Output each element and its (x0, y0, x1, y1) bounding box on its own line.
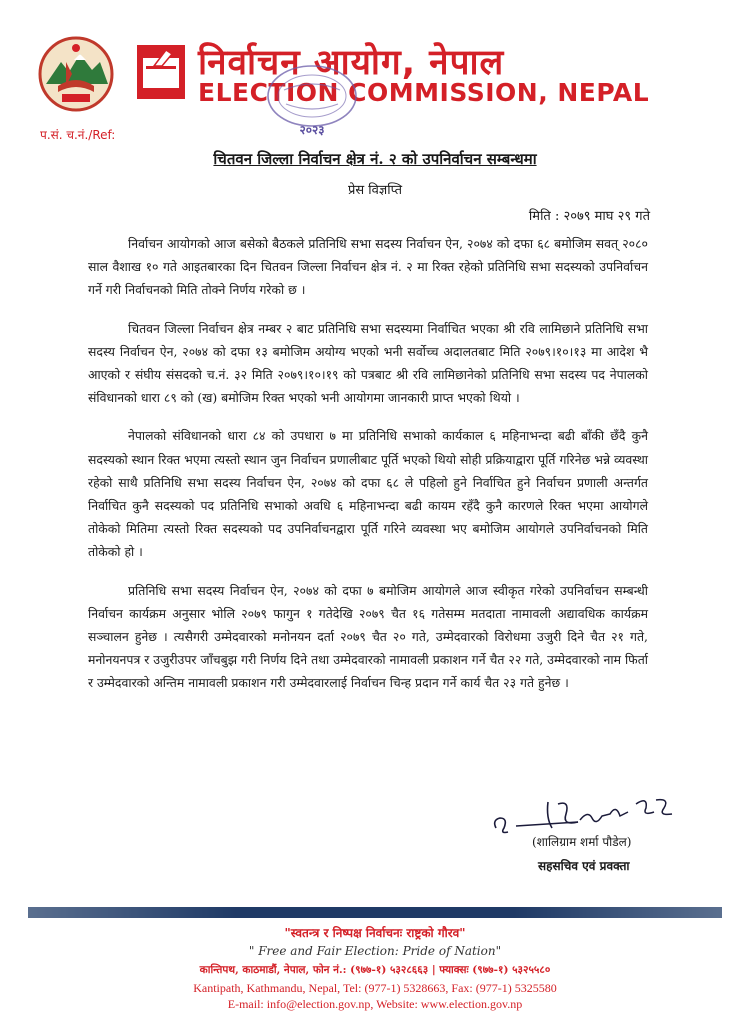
footer-address-nepali: कान्तिपथ, काठमाडौं, नेपाल, फोन नं.: (९७७-१) ५३२८६६३ | फ्याक्सः (९७७-१) ५३२५५८० (199, 964, 551, 976)
footer-band (28, 907, 722, 918)
footer-contact-link[interactable]: E-mail: info@election.gov.np, Website: www.election.gov.np (227, 997, 523, 1011)
ballot-box-logo-icon (136, 44, 186, 100)
commission-stamp-icon (262, 60, 362, 142)
footer-motto-nepali: "स्वतन्त्र र निष्पक्ष निर्वाचनः राष्ट्रको गौरव" (284, 926, 466, 940)
press-release-label: प्रेस विज्ञप्ति (347, 183, 403, 198)
reference-label: प.सं. च.नं./Ref: (40, 128, 116, 142)
footer-motto-english: " Free and Fair Election: Pride of Nation" (248, 944, 502, 958)
paragraph-3: नेपालको संविधानको धारा ८४ को उपधारा ७ मा प्रतिनिधि सभाको कार्यकाल ६ महिनाभन्दा बढी बाँकी छँदै कुनै सदस्यको स्थान रिक्त भएमा त्यस्तो स्थान जुन निर्वाचन प्रणालीबाट पूर्ति भएको थियो सोही प्रक्रियाद्वारा पूर्ति गरिनेछ भन्ने व्यवस्था रहेको साथै प्रतिनिधि सभा सदस्य निर्वाचन ऐन, २०७४ को दफा ६८ ले पहिलो हुने निर्वाचित हुने निर्वाचन प्रणाली अन्तर्गत निर्वाचित कुनै सदस्यको पद प्रतिनिधि सभाको अवधि ६ महिनाभन्दा बढी कायम रहँदै कुनै कारणले रिक्त भएमा आयोगले तोकेको मितिमा त्यस्तो रिक्त सदस्यको पद उपनिर्वाचनद्वारा पूर्ति गरिने व्यवस्था भए बमोजिम आयोगले उपनिर्वाचनको मिति तोकेको हो । (88, 428, 648, 560)
stamp-year: २०२३ (299, 123, 325, 137)
signer-name: (शालिग्राम शर्मा पौडेल) (532, 835, 632, 849)
footer-address-english: Kantipath, Kathmandu, Nepal, Tel: (977-1) 5328663, Fax: (977-1) 5325580 (193, 981, 557, 995)
paragraph-4: प्रतिनिधि सभा सदस्य निर्वाचन ऐन, २०७४ को दफा ७ बमोजिम आयोगले आज स्वीकृत गरेको उपनिर्वाचन सम्बन्धी निर्वाचन कार्यक्रम अनुसार भोलि २०७९ फागुन १ गतेदेखि २०७९ चैत १६ गतेसम्म मतदाता नामावली अद्यावधिक कार्यक्रम सञ्चालन हुनेछ । त्यसैगरी उम्मेदवारको मनोनयन दर्ता २०७९ चैत २० गते, उम्मेदवारको विरोधमा उजुरी दिने चैत २१ गते, मनोनयनपत्र र उजुरीउपर जाँचबुझ गरी निर्णय दिने तथा उम्मेदवारको नामावली प्रकाशन गर्ने चैत २२ गते, उम्मेदवारको नाम फिर्ता र उम्मेदवारको अन्तिम नामावली प्रकाशन गरी उम्मेदवारलाई निर्वाचन चिन्ह प्रदान गर्ने कार्य चैत २३ गते हुनेछ । (88, 582, 648, 691)
paragraph-1: निर्वाचन आयोगको आज बसेको बैठकले प्रतिनिधि सभा सदस्य निर्वाचन ऐन, २०७४ को दफा ६८ बमोजिम सवत् २०८० साल वैशाख १० गते आइतबारका दिन चितवन जिल्ला निर्वाचन क्षेत्र नं. २ मा रिक्त रहेको प्रतिनिधि सभा सदस्यको उपनिर्वाचन गर्ने गरी निर्वाचनको मिति तोक्ने निर्णय गरेको छ । (88, 236, 648, 298)
nepal-emblem-icon (36, 34, 116, 114)
signer-title: सहसचिव एवं प्रवक्ता (538, 859, 630, 873)
press-release-body (88, 232, 648, 710)
document-date: मिति : २०७९ माघ २९ गते (528, 209, 650, 224)
footer (0, 924, 750, 1012)
org-name-nepali: निर्वाचन आयोग, नेपाल (198, 43, 505, 83)
subject-heading: चितवन जिल्ला निर्वाचन क्षेत्र नं. २ को उपनिर्वाचन सम्बन्धमा (213, 150, 537, 168)
paragraph-2: चितवन जिल्ला निर्वाचन क्षेत्र नम्बर २ बाट प्रतिनिधि सभा सदस्यमा निर्वाचित भएका श्री रवि लामिछाने प्रतिनिधि सभा सदस्य निर्वाचन ऐन, २०७४ को दफा १३ बमोजिम अयोग्य भएको भनी सर्वोच्च अदालतबाट मिति २०७९।१०।१३ मा आदेश भै आएको र संघीय संसदको च.नं. ३२ मिति २०७९।१०।१९ को पत्रबाट श्री रवि लामिछानेको प्रतिनिधि सभा सदस्य पद नेपालको संविधानको धारा ८९ को (ख) बमोजिम रिक्त भएको भनी आयोगमा जानकारी प्राप्त भएको थियो । (88, 320, 648, 406)
org-name-english: ELECTION COMMISSION, NEPAL (198, 78, 650, 107)
